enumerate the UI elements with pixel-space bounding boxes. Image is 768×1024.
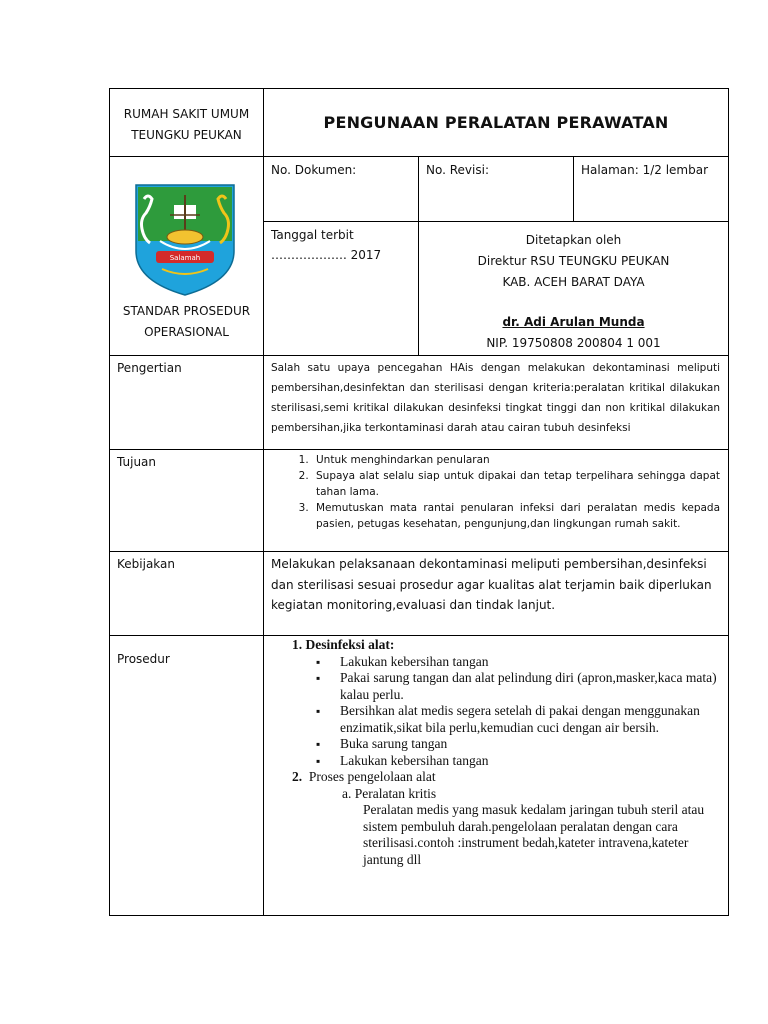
sop-label: [110, 301, 263, 343]
director-nip: NIP. 19750808 200804 1 001: [486, 336, 661, 350]
tujuan-cell: [264, 450, 729, 552]
sop-table: [109, 88, 729, 916]
tujuan-list: [264, 452, 720, 532]
issue-date-cell: [264, 222, 419, 356]
step1-list: [264, 654, 720, 770]
authorization-line1: Ditetapkan oleh: [525, 233, 622, 247]
kebijakan-text: Melakukan pelaksanaan dekontaminasi meliputi pembersihan,desinfeksi dan sterilisasi sesuai prosedur agar kualitas alat terjamin baik diperlukan kegiatan monitoring,evaluasi dan tindak lanjut.: [264, 552, 729, 636]
prosedur-label: Prosedur: [110, 636, 264, 916]
list-item: ▪ Lakukan kebersihan tangan: [340, 654, 720, 671]
step1-title: 1. Desinfeksi alat:: [292, 637, 395, 652]
list-item: 1. Untuk menghindarkan penularan: [312, 452, 720, 468]
regency-logo: [132, 181, 238, 297]
list-item: ▪ Lakukan kebersihan tangan: [340, 753, 720, 770]
issue-date-label: Tanggal terbit: [271, 228, 354, 242]
prosedur-cell: [264, 636, 729, 916]
document-number-label: No. Dokumen:: [264, 157, 419, 222]
list-item: ▪ Pakai sarung tangan dan alat pelindung diri (apron,masker,kaca mata) kalau perlu.: [340, 670, 720, 703]
step2a-block: [342, 786, 720, 869]
list-item: 2. Supaya alat selalu siap untuk dipakai dan tetap terpelihara sehingga dapat tahan lama.: [312, 468, 720, 500]
list-item: ▪ Buka sarung tangan: [340, 736, 720, 753]
hospital-name-line2: TEUNGKU PEUKAN: [131, 128, 242, 142]
authorization-line2: Direktur RSU TEUNGKU PEUKAN: [477, 254, 670, 268]
pengertian-label: Pengertian: [110, 356, 264, 450]
sop-label-line2: OPERASIONAL: [144, 325, 229, 339]
step2-title: 2. Proses pengelolaan alat: [292, 769, 436, 784]
list-item: 3. Memutuskan mata rantai penularan infeksi dari peralatan medis kepada pasien, petugas kesehatan, pengunjung,dan lingkungan rumah sakit.: [312, 500, 720, 532]
step2a-text: Peralatan medis yang masuk kedalam jaringan tubuh steril atau sistem pembuluh darah.pengelolaan peralatan dengan cara sterilisasi.contoh :instrument bedah,kateter intravena,kateter jantung dll: [363, 802, 705, 867]
director-name: dr. Adi Arulan Munda: [502, 315, 645, 329]
pengertian-text: Salah satu upaya pencegahan HAis dengan melakukan dekontaminasi meliputi pembersihan,desinfektan dan sterilisasi dengan kriteria:peralatan kritikal dilakukan sterilisasi,semi kritikal dilakukan desinfeksi tingkat tinggi dan non kritikal dilakukan pembersihan,jika terkontaminasi darah atau cairan tubuh desinfeksi: [264, 356, 729, 450]
logo-cell: [110, 157, 264, 356]
document-title: PENGUNAAN PERALATAN PERAWATAN: [264, 89, 729, 157]
logo-banner-text: Salamah: [169, 254, 201, 262]
hospital-name-line1: RUMAH SAKIT UMUM: [123, 107, 250, 121]
step2a-title: a. Peralatan kritis: [342, 785, 437, 801]
hospital-name-cell: [110, 89, 264, 157]
tujuan-label: Tujuan: [110, 450, 264, 552]
list-item: ▪ Bersihkan alat medis segera setelah di pakai dengan menggunakan enzimatik,sikat bila perlu,kemudian cuci dengan air bersih.: [340, 703, 720, 736]
authorization-line3: KAB. ACEH BARAT DAYA: [502, 275, 645, 289]
kebijakan-label: Kebijakan: [110, 552, 264, 636]
page-count-label: Halaman: 1/2 lembar: [574, 157, 729, 222]
revision-number-label: No. Revisi:: [419, 157, 574, 222]
issue-date-value: ………………. 2017: [271, 248, 382, 262]
sop-label-line1: STANDAR PROSEDUR: [122, 304, 251, 318]
regency-emblem-icon: [132, 181, 238, 297]
authorization-block: [419, 222, 729, 356]
